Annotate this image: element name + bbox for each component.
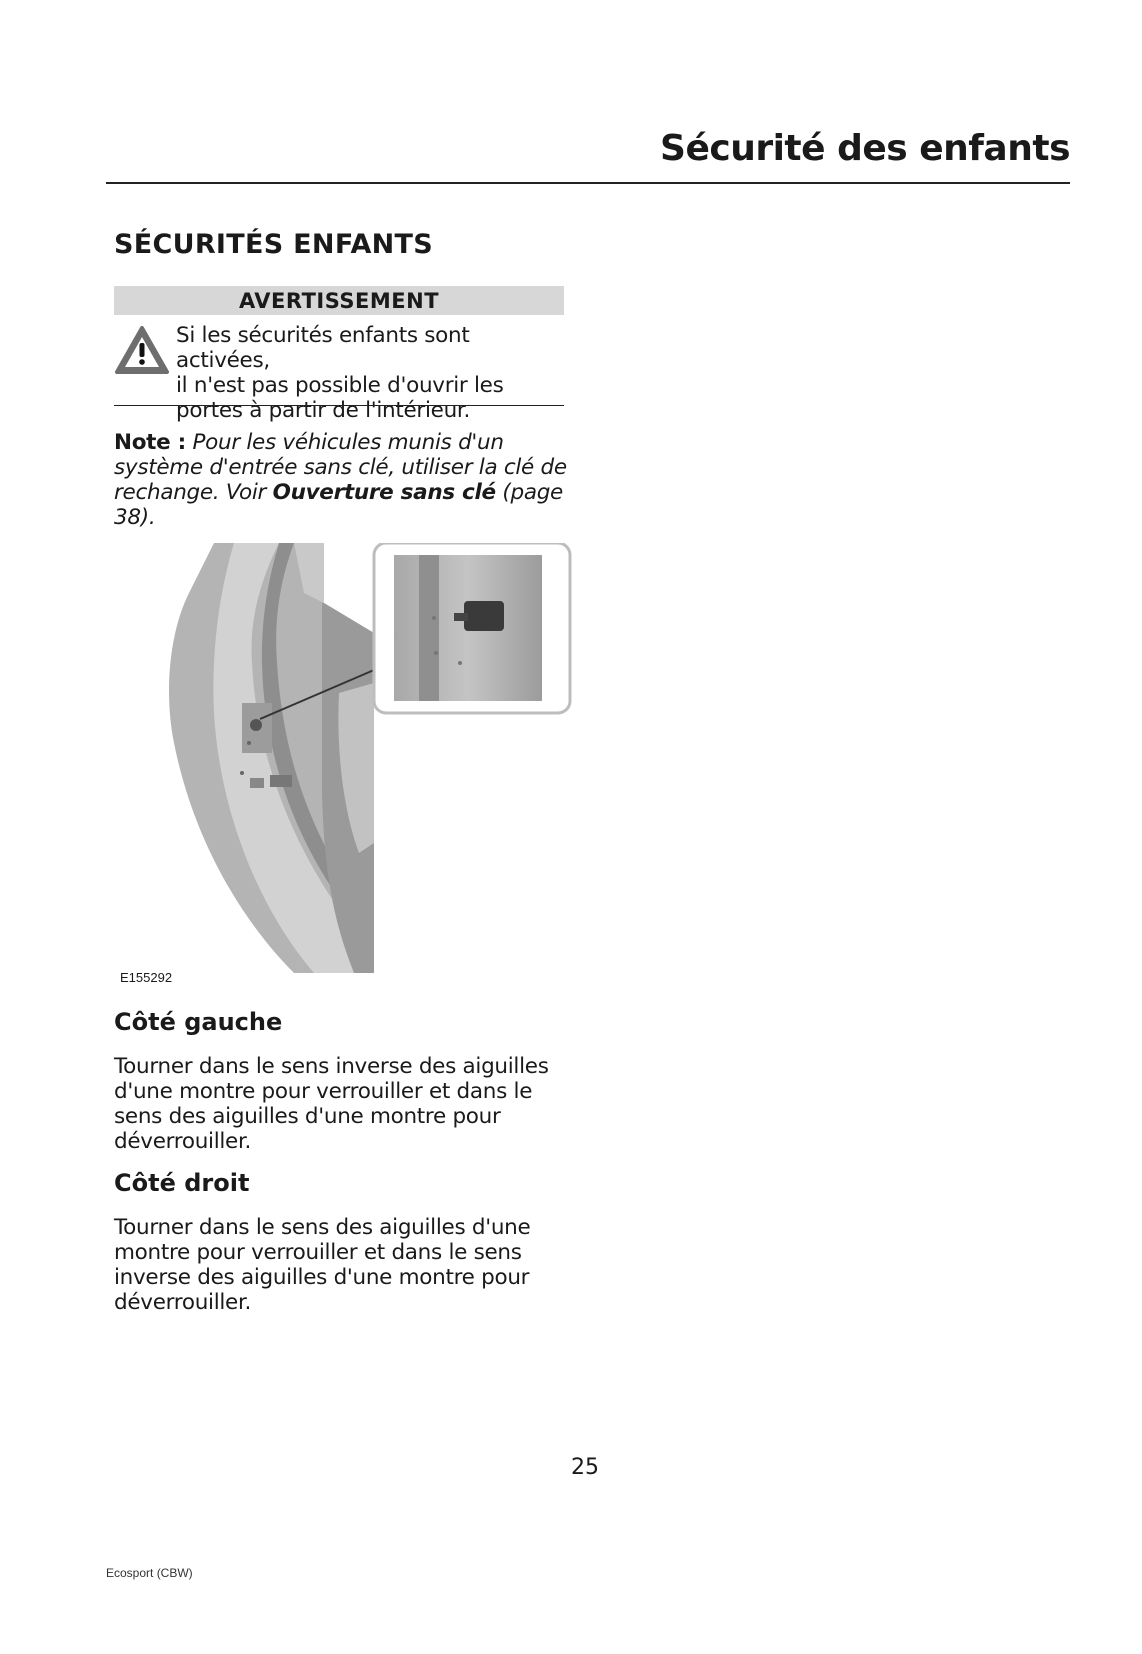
- right-side-heading: Côté droit: [114, 1169, 250, 1197]
- text-line: déverrouiller.: [114, 1129, 252, 1154]
- figure-code: E155292: [120, 970, 173, 985]
- text-line: Tourner dans le sens inverse des aiguilles: [114, 1054, 549, 1079]
- text-line: inverse des aiguilles d'une montre pour: [114, 1265, 530, 1290]
- page-title: Sécurité des enfants: [660, 128, 1070, 169]
- note-paragraph: [114, 430, 569, 530]
- section-heading: SÉCURITÉS ENFANTS: [114, 229, 434, 260]
- text-line: d'une montre pour verrouiller et dans le: [114, 1079, 533, 1104]
- footer-model: Ecosport (CBW): [106, 1566, 193, 1580]
- page-number: 25: [571, 1455, 599, 1480]
- header-divider: [106, 182, 1070, 184]
- note-label: Note :: [114, 430, 186, 455]
- door-child-lock-illustration: [164, 543, 604, 975]
- note-page-ref: (page 38).: [114, 480, 563, 530]
- text-line: montre pour verrouiller et dans le sens: [114, 1240, 522, 1265]
- warning-line: Si les sécurités enfants sont activées,: [176, 323, 470, 373]
- warning-text: [176, 323, 568, 423]
- warning-label: AVERTISSEMENT: [114, 286, 564, 315]
- cross-reference-link[interactable]: Ouverture sans clé: [272, 480, 496, 505]
- left-side-heading: Côté gauche: [114, 1008, 283, 1036]
- right-side-text: [114, 1215, 569, 1315]
- warning-divider: [114, 405, 564, 406]
- warning-line: portes à partir de l'intérieur.: [176, 398, 470, 423]
- note-text: Pour les véhicules munis d'un système d'entrée sans clé, utiliser la clé de rechange. Voir: [114, 430, 567, 505]
- text-line: Tourner dans le sens des aiguilles d'une: [114, 1215, 531, 1240]
- text-line: sens des aiguilles d'une montre pour: [114, 1104, 501, 1129]
- left-side-text: [114, 1054, 569, 1154]
- warning-line: il n'est pas possible d'ouvrir les: [176, 373, 504, 398]
- text-line: déverrouiller.: [114, 1290, 252, 1315]
- warning-triangle-icon: [114, 325, 170, 375]
